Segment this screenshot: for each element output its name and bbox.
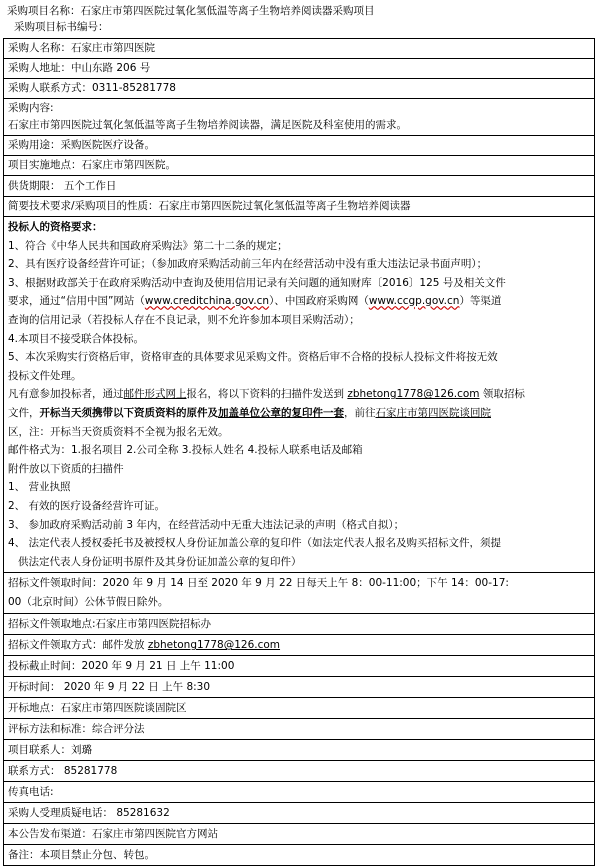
qualification-section xyxy=(3,217,595,573)
remark-row: 备注：本项目禁止分包、转包。 xyxy=(3,845,595,866)
mail-format: 邮件格式为：1.报名项目 2.公司全称 3.投标人姓名 4.投标人联系电话及邮箱 xyxy=(8,444,363,457)
qualification-item-3-cont: 要求，通过“信用中国”网站（www.creditchina.gov.cn）、中国政府采购网（www.ccgp.gov.cn）等渠道 xyxy=(8,295,502,308)
attachment-intro: 附件放以下资质的扫描件 xyxy=(8,462,124,475)
collection-time-line-1: 招标文件领取时间：2020 年 9 月 14 日至 2020 年 9 月 22 日每天上午 8：00-11:00；下午 14：00-17: xyxy=(8,577,509,590)
attachment-4: 4、 法定代表人授权委托书及被授权人身份证加盖公章的复印件（如法定代表人报名及购买招标文件，须提 xyxy=(8,537,502,550)
fax-row: 传真电话: xyxy=(3,782,595,803)
publish-channel-row: 本公告发布渠道：石家庄市第四医院官方网站 xyxy=(3,824,595,845)
contact-phone-row: 联系方式： 85281778 xyxy=(3,761,595,782)
qualification-item-5-cont: 投标文件处理。 xyxy=(8,369,82,382)
qualification-item-2: 2、具有医疗设备经营许可证；（参加政府采购活动前三年内在经营活动中没有重大违法记录书面声明）； xyxy=(8,258,488,271)
complaint-phone-row: 采购人受理质疑电话： 85281632 xyxy=(3,803,595,824)
qualification-item-1: 1、符合《中华人民共和国政府采购法》第二十二条的规定； xyxy=(8,239,288,252)
collection-email-link[interactable]: zbhetong1778@126.com xyxy=(147,639,281,652)
qualification-item-3-end: 查询的信用记录（若投标人存在不良记录，则不允许参加本项目采购活动）； xyxy=(8,313,360,326)
project-site-row: 项目实施地点：石家庄市第四医院。 xyxy=(3,156,595,176)
collection-time-line-2: 00（北京时间）公休节假日除外。 xyxy=(8,596,169,609)
attachment-3: 3、 参加政府采购活动前 3 年内，在经营活动中无重大违法记录的声明（格式自拟）； xyxy=(8,518,405,531)
ccgp-link[interactable]: www.ccgp.gov.cn xyxy=(368,295,460,308)
attachment-1: 1、 营业执照 xyxy=(8,481,71,494)
registration-line-2: 文件，开标当天须携带以下资质资料的原件及加盖单位公章的复印件一套，前往石家庄市第四医院谈回院 xyxy=(8,406,491,419)
bid-deadline-row: 投标截止时间：2020 年 9 月 21 日 上午 11:00 xyxy=(3,656,595,677)
opening-time-row: 开标时间： 2020 年 9 月 22 日 上午 8:30 xyxy=(3,677,595,698)
registration-line-3: 区，注：开标当天资质资料不全视为报名无效。 xyxy=(8,425,229,438)
evaluation-method-row: 评标方法和标准：综合评分法 xyxy=(3,719,595,740)
purchaser-contact-row: 采购人联系方式：0311-85281778 xyxy=(3,79,595,99)
document-collection-place-row: 招标文件领取地点:石家庄市第四医院招标办 xyxy=(3,614,595,635)
document-collection-time-row xyxy=(3,573,595,614)
delivery-period-row: 供货期限： 五个工作日 xyxy=(3,176,595,197)
announcement-table xyxy=(3,38,595,866)
registration-email-link[interactable]: zbhetong1778@126.com xyxy=(347,388,480,401)
project-name: 采购项目名称：石家庄市第四医院过氧化氢低温等离子生物培养阅读器采购项目 xyxy=(7,5,375,17)
procurement-use-row: 采购用途：采购医院医疗设备。 xyxy=(3,136,595,156)
opening-place-row: 开标地点：石家庄市第四医院谈固院区 xyxy=(3,698,595,719)
qualification-item-4: 4.本项目不接受联合体投标。 xyxy=(8,332,145,345)
qualification-item-5: 5、本次采购实行资格后审，资格审查的具体要求见采购文件。资格后审不合格的投标人投标文件将按无效 xyxy=(8,351,498,364)
technical-brief-row: 简要技术要求/采购项目的性质：石家庄市第四医院过氧化氢低温等离子生物培养阅读器 xyxy=(3,197,595,217)
content-text: 石家庄市第四医院过氧化氢低温等离子生物培养阅读器，满足医院及科室使用的需求。 xyxy=(8,119,407,131)
attachment-2: 2、 有效的医疗设备经营许可证。 xyxy=(8,499,166,512)
qualification-title: 投标人的资格要求： xyxy=(8,221,103,233)
registration-line-1: 凡有意参加投标者，通过邮件形式网上报名，将以下资料的扫描件发送到 zbhetong1778@126.com 领取招标 xyxy=(8,388,525,401)
procurement-content-row xyxy=(3,99,595,136)
project-contact-row: 项目联系人：刘璐 xyxy=(3,740,595,761)
attachment-4-cont: 供法定代表人身份证明书原件及其身份证加盖公章的复印件） xyxy=(18,555,302,568)
qualification-item-3: 3、根据财政部关于在政府采购活动中查询及使用信用记录有关问题的通知财库〔2016〕125 号及相关文件 xyxy=(8,276,506,289)
purchaser-address-row: 采购人地址：中山东路 206 号 xyxy=(3,59,595,79)
document-collection-way-row: 招标文件领取方式：邮件发放 zbhetong1778@126.com xyxy=(3,635,595,656)
purchaser-name-row: 采购人名称：石家庄市第四医院 xyxy=(3,39,595,59)
creditchina-link[interactable]: www.creditchina.gov.cn xyxy=(144,295,270,308)
content-label: 采购内容: xyxy=(8,102,54,114)
tender-number: 采购项目标书编号： xyxy=(14,21,109,33)
